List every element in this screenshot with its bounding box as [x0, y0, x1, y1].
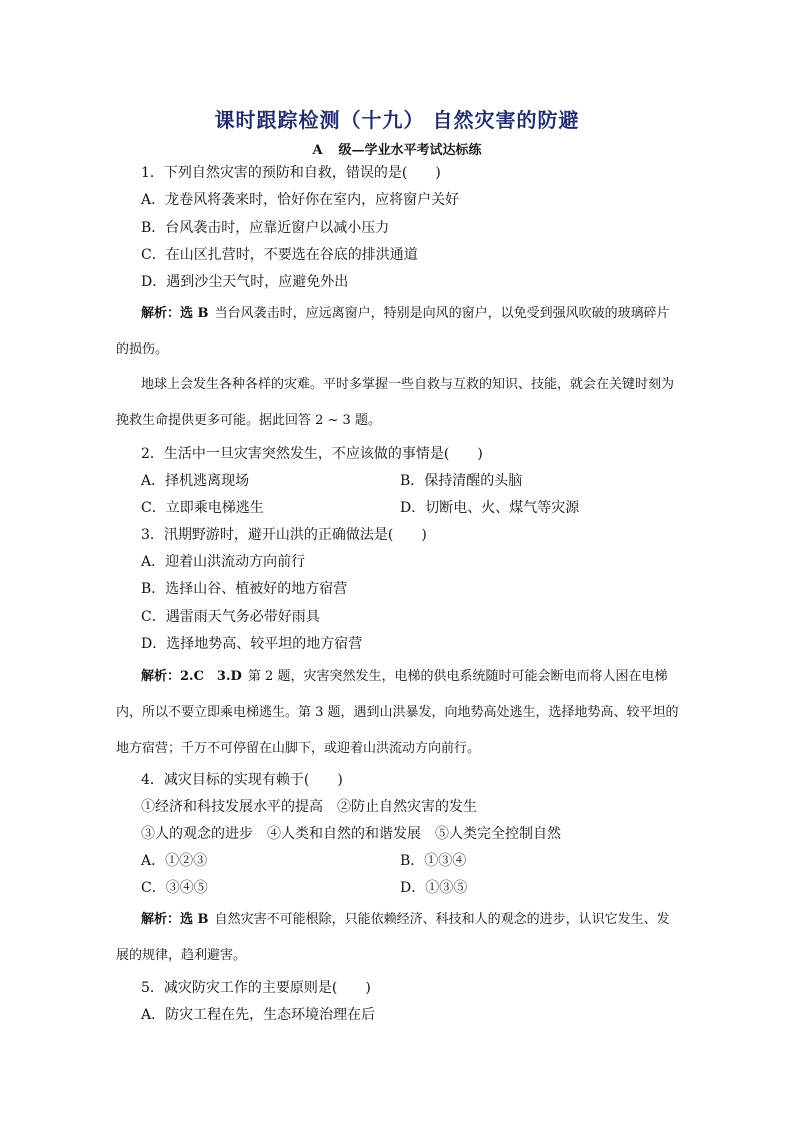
- question-3-option-a: A．迎着山洪流动方向前行: [141, 554, 306, 570]
- question-1-option-d: D．遇到沙尘天气时，应避免外出: [141, 274, 349, 290]
- question-4-items-2: ③人的观念的进步 ④人类和自然的和谐发展 ⑤人类完全控制自然: [141, 826, 561, 842]
- question-4-items-1: ①经济和科技发展水平的提高 ②防止自然灾害的发生: [141, 799, 477, 815]
- question-3-option-d: D．选择地势高、较平坦的地方宿营: [141, 636, 363, 652]
- question-5-option-a: A．防灾工程在先，生态环境治理在后: [141, 1007, 376, 1023]
- section-level-heading: [0, 139, 794, 158]
- question-1-stem: 1．下列自然灾害的预防和自救，错误的是( ): [141, 165, 441, 181]
- level-text: 级—学业水平考试达标练: [338, 143, 482, 158]
- question-4-option-d: D．①③⑤: [400, 880, 468, 896]
- analysis-text: 第 2 题，灾害突然发生，电梯的供电系统随时可能会断电而将人困在电梯内，所以不要立即乘电梯逃生。第 3 题，遇到山洪暴发，向地势高处逃生，选择地势高、较平坦的地方宿营；千万不可停留在山脚下，或迎着山洪流动方向前行。: [116, 669, 679, 756]
- question-1-analysis: [116, 296, 681, 368]
- question-2-stem: 2．生活中一旦灾害突然发生，不应该做的事情是( ): [141, 446, 483, 462]
- question-3-stem: 3．汛期野游时，避开山洪的正确做法是( ): [141, 527, 427, 543]
- analysis-text: 自然灾害不可能根除，只能依赖经济、科技和人的观念的进步，认识它发生、发展的规律，趋利避害。: [116, 912, 670, 963]
- analysis-text: 当台风袭击时，应远离窗户，特别是向风的窗户，以免受到强风吹破的玻璃碎片的损伤。: [116, 306, 670, 357]
- question-4-analysis: [116, 902, 681, 974]
- question-5-stem: 5．减灾防灾工作的主要原则是( ): [141, 980, 371, 996]
- question-3-option-b: B．选择山谷、植被好的地方宿营: [141, 581, 348, 597]
- question-2-option-b: B．保持清醒的头脑: [400, 473, 523, 489]
- analysis-tag: 解析：2.C 3.D: [141, 669, 242, 684]
- analysis-tag: 解析：选 B: [141, 306, 209, 321]
- question-1-option-a: A．龙卷风将袭来时，恰好你在室内，应将窗户关好: [141, 192, 460, 208]
- page-title: 课时跟踪检测（十九） 自然灾害的防避: [214, 108, 580, 132]
- question-1-option-b: B．台风袭击时，应靠近窗户以减小压力: [141, 220, 390, 236]
- question-4-option-a: A．①②③: [141, 853, 208, 869]
- question-1-option-c: C．在山区扎营时，不要选在谷底的排洪通道: [141, 247, 418, 263]
- intro-paragraph: 地球上会发生各种各样的灾难。平时多掌握一些自救与互救的知识、技能，就会在关键时刻为挽救生命提供更多可能。据此回答 2 ~ 3 题。: [116, 377, 675, 428]
- question-4-option-c: C．③④⑤: [141, 880, 208, 896]
- question-2-option-d: D．切断电、火、煤气等灾源: [400, 500, 580, 516]
- question-4-stem: 4．减灾目标的实现有赖于( ): [141, 772, 343, 788]
- question-3-analysis: [116, 659, 681, 767]
- analysis-tag: 解析：选 B: [141, 912, 209, 927]
- question-2-option-a: A．择机逃离现场: [141, 473, 250, 489]
- question-2-option-c: C．立即乘电梯逃生: [141, 500, 264, 516]
- question-3-option-c: C．遇雷雨天气务必带好雨具: [141, 609, 320, 625]
- level-letter: A: [312, 143, 323, 158]
- question-4-option-b: B．①③④: [400, 853, 467, 869]
